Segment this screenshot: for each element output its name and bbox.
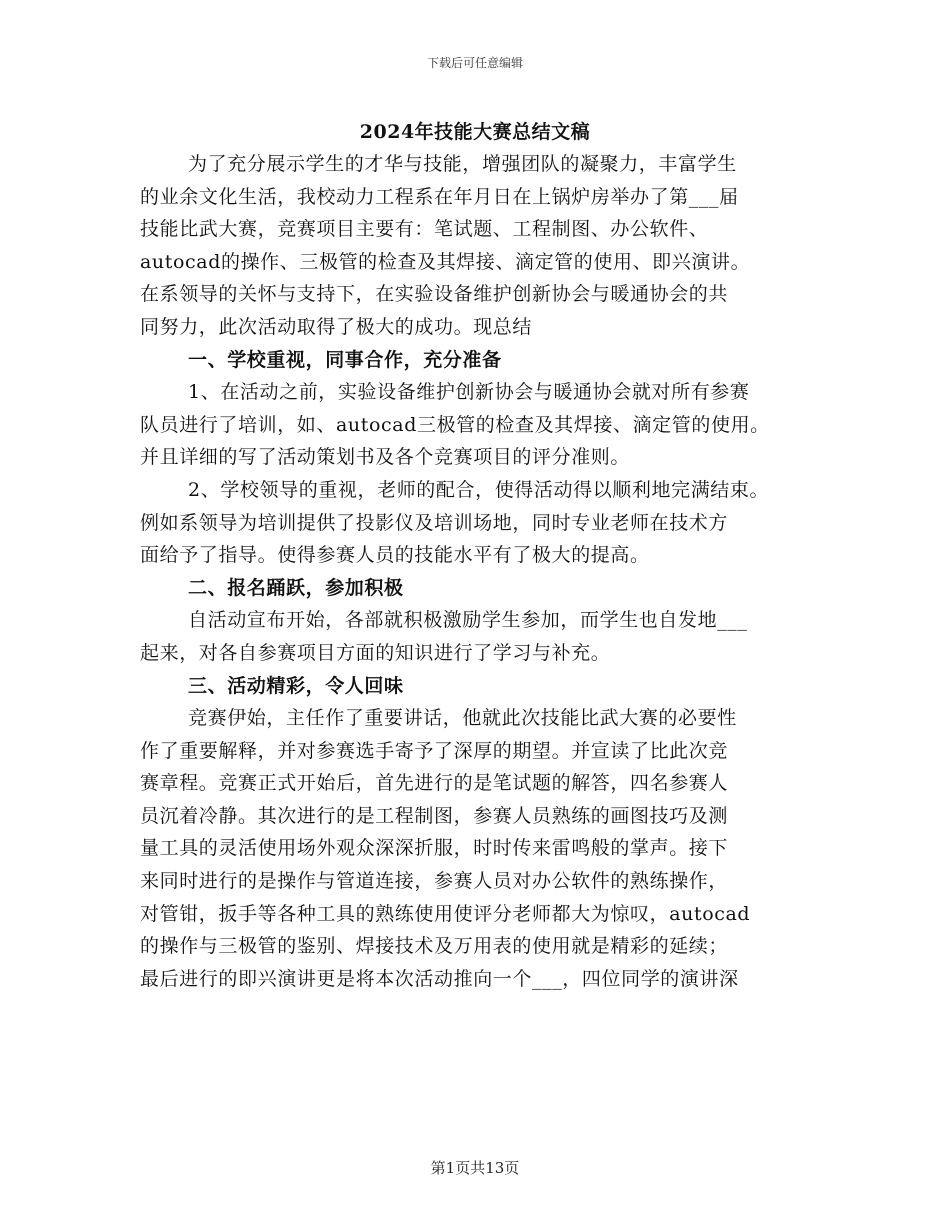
paragraph-line: 量工具的灵活使用场外观众深深折服，时时传来雷鸣般的掌声。接下 bbox=[140, 837, 729, 860]
paragraph-line: 同努力，此次活动取得了极大的成功。现总结 bbox=[140, 315, 533, 338]
paragraph-line: 员沉着冷静。其次进行的是工程制图，参赛人员熟练的画图技巧及测 bbox=[140, 804, 729, 827]
paragraph-line: 2、学校领导的重视，老师的配合，使得活动得以顺利地完满结束。 bbox=[188, 478, 770, 501]
paragraph-line: 技能比武大赛，竞赛项目主要有：笔试题、工程制图、办公软件、 bbox=[140, 218, 709, 241]
paragraph-line: 作了重要解释，并对参赛选手寄予了深厚的期望。并宣读了比此次竞 bbox=[140, 739, 729, 762]
paragraph-line: 1、在活动之前，实验设备维护创新协会与暖通协会就对所有参赛 bbox=[188, 381, 750, 404]
section-heading: 二、报名踊跃，参加积极 bbox=[188, 576, 404, 599]
document-title: 2024年技能大赛总结文稿 bbox=[359, 121, 591, 143]
paragraph-line: 的操作与三极管的鉴别、焊接技术及万用表的使用就是精彩的延续； bbox=[140, 935, 729, 958]
page-header: 下载后可任意编辑 bbox=[426, 56, 523, 70]
paragraph-line: 自活动宣布开始，各部就积极激励学生参加，而学生也自发地___ bbox=[188, 609, 748, 632]
paragraph-line: 为了充分展示学生的才华与技能，增强团队的凝聚力，丰富学生 bbox=[188, 153, 737, 175]
section-heading: 一、学校重视，同事合作，充分准备 bbox=[188, 348, 502, 371]
paragraph-line: 的业余文化生活，我校动力工程系在年月日在上锅炉房举办了第___届 bbox=[140, 185, 739, 208]
paragraph-line: 来同时进行的是操作与管道连接，参赛人员对办公软件的熟练操作， bbox=[140, 870, 729, 893]
paragraph-line: 对管钳，扳手等各种工具的熟练使用使评分老师都大为惊叹，autocad bbox=[140, 902, 751, 925]
document-body bbox=[140, 148, 830, 995]
paragraph-line: 队员进行了培训，如、autocad三极管的检查及其焊接、滴定管的使用。 bbox=[140, 413, 770, 436]
paragraph-line: 面给予了指导。使得参赛人员的技能水平有了极大的提高。 bbox=[140, 544, 650, 567]
paragraph-line: 赛章程。竞赛正式开始后，首先进行的是笔试题的解答，四名参赛人 bbox=[140, 772, 729, 795]
paragraph-line: 例如系领导为培训提供了投影仪及培训场地，同时专业老师在技术方 bbox=[140, 511, 729, 534]
paragraph-line: 竞赛伊始，主任作了重要讲话，他就此次技能比武大赛的必要性 bbox=[188, 707, 737, 730]
paragraph-line: 最后进行的即兴演讲更是将本次活动推向一个___，四位同学的演讲深 bbox=[140, 967, 739, 990]
paragraph-line: 起来，对各自参赛项目方面的知识进行了学习与补充。 bbox=[140, 641, 611, 664]
section-heading: 三、活动精彩，令人回味 bbox=[188, 674, 404, 697]
page-footer: 第1页共13页 bbox=[430, 1159, 520, 1177]
paragraph-line: 在系领导的关怀与支持下，在实验设备维护创新协会与暖通协会的共 bbox=[140, 283, 729, 306]
paragraph-line: autocad的操作、三极管的检查及其焊接、滴定管的使用、即兴演讲。 bbox=[140, 250, 751, 273]
paragraph-line: 并且详细的写了活动策划书及各个竞赛项目的评分准则。 bbox=[140, 446, 631, 469]
